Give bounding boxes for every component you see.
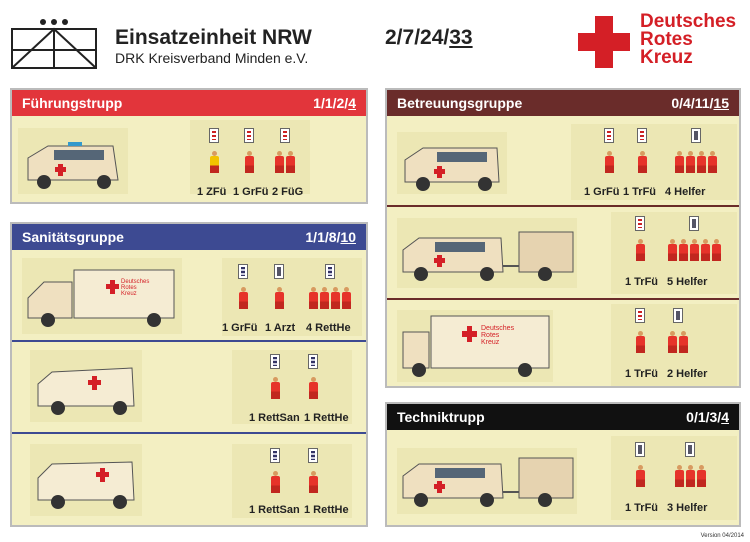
row-divider	[12, 340, 366, 342]
role-label: 1 TrFü	[625, 368, 659, 380]
role-label: 1 GrFü	[222, 322, 258, 334]
role-slot	[635, 308, 645, 353]
role-slot	[274, 264, 284, 309]
role-label: 4 RettHe	[306, 322, 351, 334]
rank-insignia	[691, 128, 701, 143]
bus-icon	[397, 132, 507, 194]
role-slot	[674, 442, 706, 487]
group-panel-fuehrung	[10, 88, 368, 204]
person-icon	[696, 465, 706, 487]
person-icon	[274, 151, 284, 173]
role-label: 1 TrFü	[625, 502, 659, 514]
group-name: Betreuungsgruppe	[397, 95, 523, 111]
group-panel-technik	[385, 402, 741, 527]
person-icon	[678, 331, 688, 353]
role-label: 1 TrFü	[625, 276, 659, 288]
role-label: 1 ZFü	[197, 186, 227, 198]
command-van-icon	[18, 128, 128, 194]
row-divider	[387, 205, 739, 207]
group-header-technik	[387, 404, 739, 430]
person-icon	[209, 151, 219, 173]
group-panel-sanitaet	[10, 222, 368, 527]
person-icon	[308, 471, 318, 493]
person-icon	[244, 151, 254, 173]
vehicle-box	[397, 132, 507, 194]
unit-strength: 2/7/24/33	[385, 26, 473, 49]
role-slot	[674, 128, 717, 173]
person-icon	[270, 471, 280, 493]
rank-insignia	[673, 308, 683, 323]
role-label: 1 GrFü	[584, 186, 620, 198]
vehicle-text: Rotes	[481, 332, 500, 339]
vehicle-box	[22, 258, 182, 334]
vehicle-box	[30, 350, 142, 422]
role-label: 2 FüG	[272, 186, 304, 198]
person-icon	[678, 239, 688, 261]
bus-with-trailer-icon	[397, 218, 577, 288]
person-icon	[689, 239, 699, 261]
role-slot	[635, 216, 645, 261]
person-icon	[667, 239, 677, 261]
person-icon	[700, 239, 710, 261]
vehicle-text: Kreuz	[121, 291, 137, 297]
person-icon	[667, 331, 677, 353]
vehicle-box	[397, 218, 577, 288]
role-slot	[270, 354, 280, 399]
person-icon	[285, 151, 295, 173]
rank-insignia	[689, 216, 699, 231]
group-panel-betreuung	[385, 88, 741, 388]
page-subtitle: DRK Kreisverband Minden e.V.	[115, 50, 309, 66]
box-truck-icon	[397, 310, 553, 382]
group-strength: 1/1/2/4	[313, 95, 356, 111]
role-slot	[667, 308, 688, 353]
person-icon	[604, 151, 614, 173]
role-label: 5 Helfer	[667, 276, 708, 288]
group-header-sanitaet	[12, 224, 366, 250]
person-icon	[635, 331, 645, 353]
role-slot	[604, 128, 614, 173]
person-icon	[330, 287, 340, 309]
vehicle-box	[30, 444, 142, 516]
role-slot	[308, 354, 318, 399]
rank-insignia	[635, 308, 645, 323]
vehicle-box	[397, 310, 553, 382]
vehicle-text: Kreuz	[481, 339, 500, 346]
role-slot	[635, 442, 645, 487]
rank-insignia	[270, 354, 280, 369]
person-icon	[711, 239, 721, 261]
role-label: 1 TrFü	[623, 186, 657, 198]
group-name: Führungstrupp	[22, 95, 123, 111]
person-icon	[674, 465, 684, 487]
group-header-betreuung	[387, 90, 739, 116]
group-strength: 0/1/3/4	[686, 409, 729, 425]
person-icon	[685, 151, 695, 173]
row-divider	[12, 432, 366, 434]
row-divider	[387, 298, 739, 300]
vehicle-box	[397, 448, 577, 514]
rank-insignia	[209, 128, 219, 143]
rank-insignia	[308, 448, 318, 463]
person-icon	[319, 287, 329, 309]
role-label: 1 RettHe	[304, 504, 349, 516]
rank-insignia	[637, 128, 647, 143]
role-label: 4 Helfer	[665, 186, 706, 198]
rank-insignia	[274, 264, 284, 279]
ambulance-van-icon	[30, 350, 142, 422]
role-label: 1 Arzt	[265, 322, 296, 334]
role-label: 1 GrFü	[233, 186, 269, 198]
red-cross-logo	[578, 16, 630, 68]
person-icon	[308, 287, 318, 309]
role-slot	[308, 264, 351, 309]
group-header-fuehrung	[12, 90, 366, 116]
person-icon	[238, 287, 248, 309]
vehicle-text: Deutsches	[121, 279, 150, 285]
unit-tactical-symbol	[10, 18, 98, 70]
person-icon	[635, 465, 645, 487]
rank-insignia	[244, 128, 254, 143]
person-icon	[274, 287, 284, 309]
group-name: Techniktrupp	[397, 409, 485, 425]
role-label: 1 RettSan	[249, 504, 300, 516]
group-name: Sanitätsgruppe	[22, 229, 124, 245]
version-note: Version 04/2014	[700, 533, 744, 539]
vehicle-box	[18, 128, 128, 194]
person-icon	[707, 151, 717, 173]
role-label: 3 Helfer	[667, 502, 708, 514]
person-icon	[685, 465, 695, 487]
bus-with-trailer-icon	[397, 448, 577, 514]
person-icon	[635, 239, 645, 261]
ambulance-truck-icon	[22, 258, 182, 334]
rank-insignia	[308, 354, 318, 369]
vehicle-text: Rotes	[121, 285, 137, 291]
rank-insignia	[635, 442, 645, 457]
ambulance-van-icon	[30, 444, 142, 516]
role-slot	[637, 128, 647, 173]
person-icon	[696, 151, 706, 173]
role-label: 1 RettHe	[304, 412, 349, 424]
person-icon	[637, 151, 647, 173]
vehicle-text: Deutsches	[481, 325, 515, 332]
rank-insignia	[604, 128, 614, 143]
role-slot	[238, 264, 248, 309]
rank-insignia	[635, 216, 645, 231]
rank-insignia	[325, 264, 335, 279]
group-strength: 1/1/8/10	[305, 229, 356, 245]
role-slot	[274, 128, 295, 173]
role-slot	[244, 128, 254, 173]
role-label: 2 Helfer	[667, 368, 708, 380]
rank-insignia	[270, 448, 280, 463]
page-title: Einsatzeinheit NRW	[115, 26, 312, 49]
drk-wordmark: Deutsches Rotes Kreuz	[640, 11, 737, 68]
role-slot	[270, 448, 280, 493]
role-slot	[667, 216, 721, 261]
role-slot	[308, 448, 318, 493]
person-icon	[341, 287, 351, 309]
rank-insignia	[238, 264, 248, 279]
group-strength: 0/4/11/15	[671, 95, 729, 111]
role-slot	[209, 128, 219, 173]
rank-insignia	[280, 128, 290, 143]
person-icon	[674, 151, 684, 173]
person-icon	[270, 377, 280, 399]
person-icon	[308, 377, 318, 399]
role-label: 1 RettSan	[249, 412, 300, 424]
rank-insignia	[685, 442, 695, 457]
